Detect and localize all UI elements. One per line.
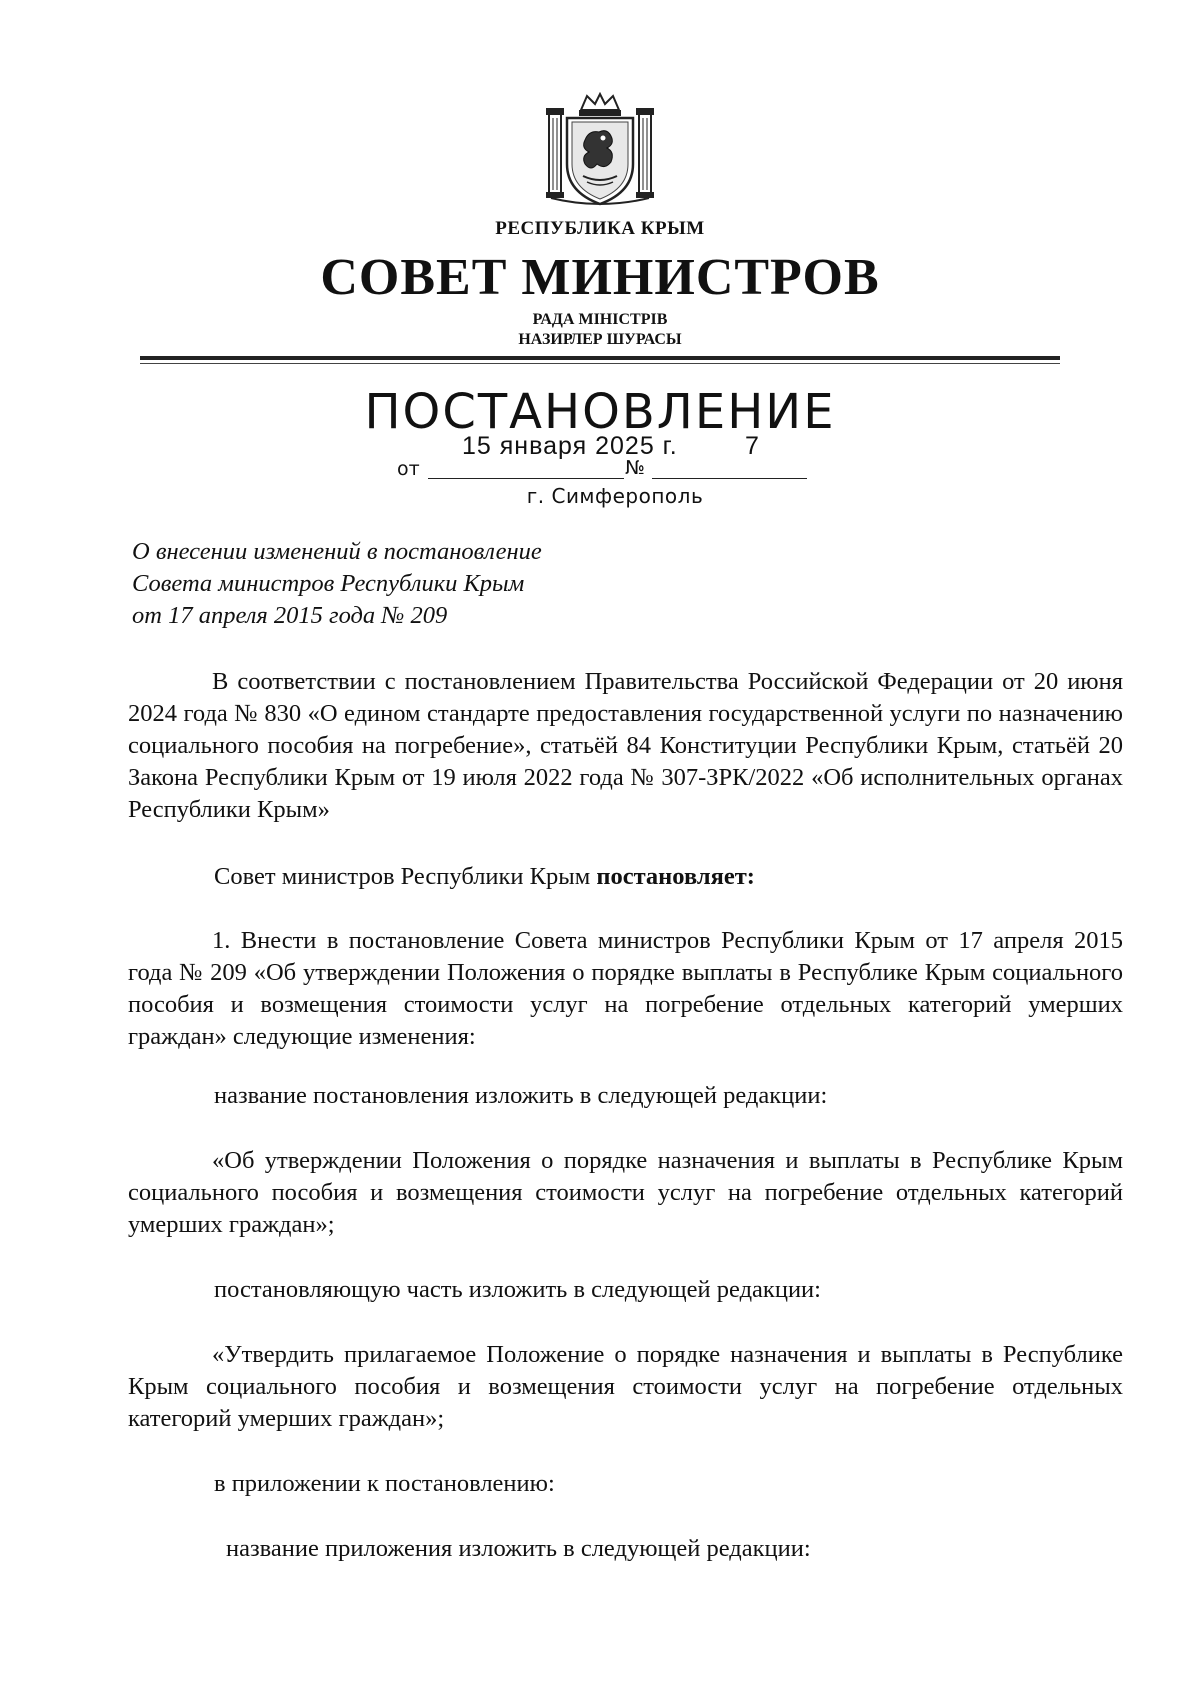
number-underline bbox=[652, 478, 807, 479]
decree-number: 7 bbox=[745, 432, 759, 460]
operative-text: «Утвердить прилагаемое Положение о порядке назначения и выплаты в Республике Крым социального пособия и возмещения стоимости услуг на погребение отдельных категорий умерших граждан»; bbox=[128, 1341, 1123, 1432]
appendix-intro: в приложении к постановлению: bbox=[214, 1470, 555, 1497]
number-prefix: № bbox=[625, 457, 645, 479]
date-prefix: от bbox=[397, 458, 420, 480]
date-underline bbox=[428, 478, 624, 479]
preamble-paragraph: В соответствии с постановлением Правительства Российской Федерации от 20 июня 2024 года № 830 «О едином стандарте предоставления государственной услуги по назначению социального пособия на погребение», статьёй 84 Конституции Республики Крым, статьёй 20 Закона Республики Крым от 19 июля 2022 года № 307-ЗРК/2022 «Об исполнительных органах Республики Крым» bbox=[128, 668, 1123, 823]
subject-line: от 17 апреля 2015 года № 209 bbox=[132, 602, 448, 629]
council-title-ukrainian: РАДА МІНІСТРІВ bbox=[532, 311, 668, 328]
council-title: СОВЕТ МИНИСТРОВ bbox=[320, 249, 880, 306]
coat-of-arms-icon bbox=[545, 92, 655, 210]
subject-line: О внесении изменений в постановление bbox=[132, 538, 542, 565]
decree-date: 15 января 2025 г. bbox=[462, 432, 678, 460]
decree-city: г. Симферополь bbox=[526, 484, 704, 508]
operative-intro: постановляющую часть изложить в следующей редакции: bbox=[214, 1276, 821, 1303]
resolves-verb: постановляет: bbox=[596, 863, 755, 890]
decree-title: ПОСТАНОВЛЕНИЕ bbox=[364, 384, 836, 440]
item-1-paragraph: 1. Внести в постановление Совета министров Республики Крым от 17 апреля 2015 года № 209 «Об утверждении Положения о порядке выплаты в Республике Крым социального пособия и возмещения стоимости услуг на погребение отдельных категорий умерших граждан» следующие изменения: bbox=[128, 927, 1123, 1050]
title-change-intro: название постановления изложить в следующей редакции: bbox=[214, 1082, 828, 1109]
council-title-crimean-tatar: НАЗИРЛЕР ШУРАСЫ bbox=[518, 331, 682, 348]
subject-line: Совета министров Республики Крым bbox=[132, 570, 525, 597]
appendix-title-intro: название приложения изложить в следующей редакции: bbox=[226, 1535, 811, 1562]
decree-subject bbox=[132, 536, 542, 632]
republic-name: РЕСПУБЛИКА КРЫМ bbox=[495, 218, 705, 239]
resolves-paragraph bbox=[214, 861, 755, 893]
header-divider-thin bbox=[140, 363, 1060, 364]
header-divider bbox=[140, 356, 1060, 360]
resolves-text: Совет министров Республики Крым bbox=[214, 863, 591, 890]
title-change-text: «Об утверждении Положения о порядке назначения и выплаты в Республике Крым социального пособия и возмещения стоимости услуг на погребение отдельных категорий умерших граждан»; bbox=[128, 1147, 1123, 1238]
